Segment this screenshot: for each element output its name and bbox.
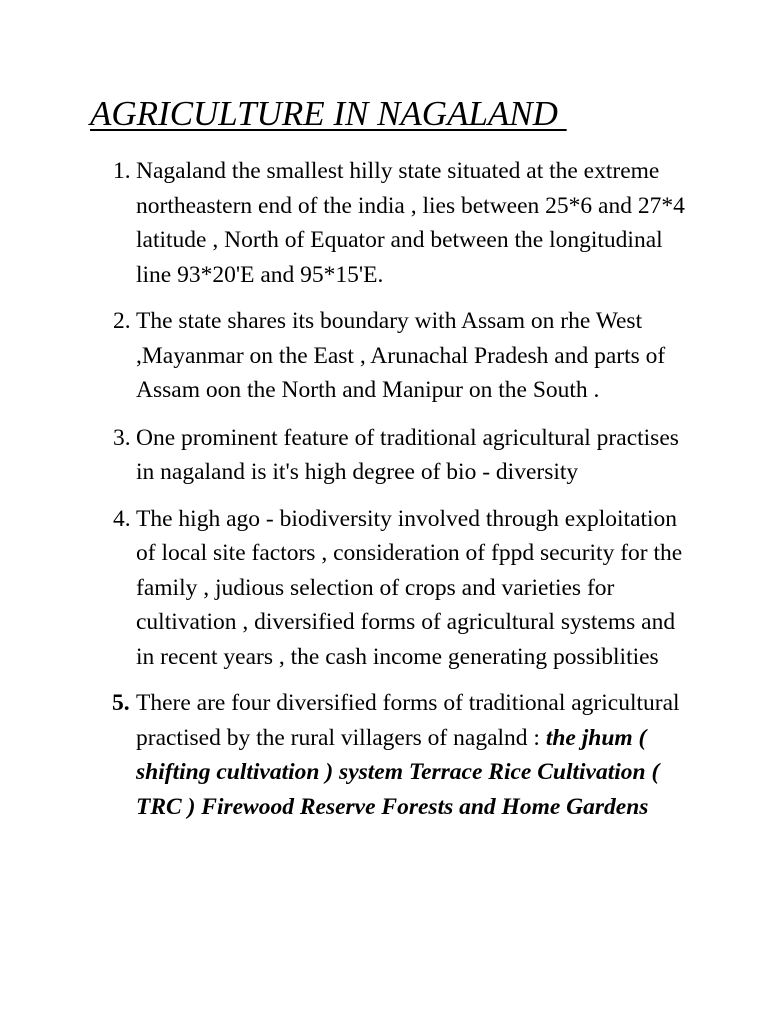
- list-item-number: 3.: [113, 424, 131, 451]
- list-item-text: The state shares its boundary with Assam on rhe West ,Mayanmar on the East , Arunachal Pradesh and parts of Assam oon the North and Manipur on the South .: [136, 308, 666, 403]
- list-item-number: 2.: [113, 308, 131, 334]
- numbered-list: [0, 154, 768, 824]
- list-item-text: Nagaland the smallest hilly state situated at the extreme northeastern end of the india , lies between 25*6 and 27*4 latitude , North of Equator and between the longitudinal line 93*20'E and 95*15'E.: [136, 158, 685, 288]
- list-item: [0, 686, 768, 824]
- list-item-text: One prominent feature of traditional agricultural practises in nagaland is it's high degree of bio - diversity: [136, 424, 679, 485]
- list-item: [0, 502, 768, 675]
- list-item: [0, 421, 768, 490]
- document-title: AGRICULTURE IN NAGALAND: [90, 94, 567, 133]
- list-item-text: The high ago - biodiversity involved through exploitation of local site factors , consideration of fppd security for the family , judious selection of crops and varieties for cultivation , diversified forms of agricultural systems and in recent years , the cash income generating possiblities: [136, 505, 683, 670]
- list-item-emphasis: the jhum ( shifting cultivation ) system Terrace Rice Cultivation ( TRC ) Firewood Reserve Forests and Home Gardens: [136, 724, 660, 820]
- list-item: [0, 154, 768, 292]
- list-item-number: 5.: [112, 690, 130, 716]
- list-item: [0, 304, 768, 408]
- list-item-number: 1.: [113, 158, 131, 184]
- list-item-text: There are four diversified forms of traditional agricultural practised by the rural villagers of nagalnd :: [136, 690, 680, 751]
- list-item-number: 4.: [113, 505, 131, 532]
